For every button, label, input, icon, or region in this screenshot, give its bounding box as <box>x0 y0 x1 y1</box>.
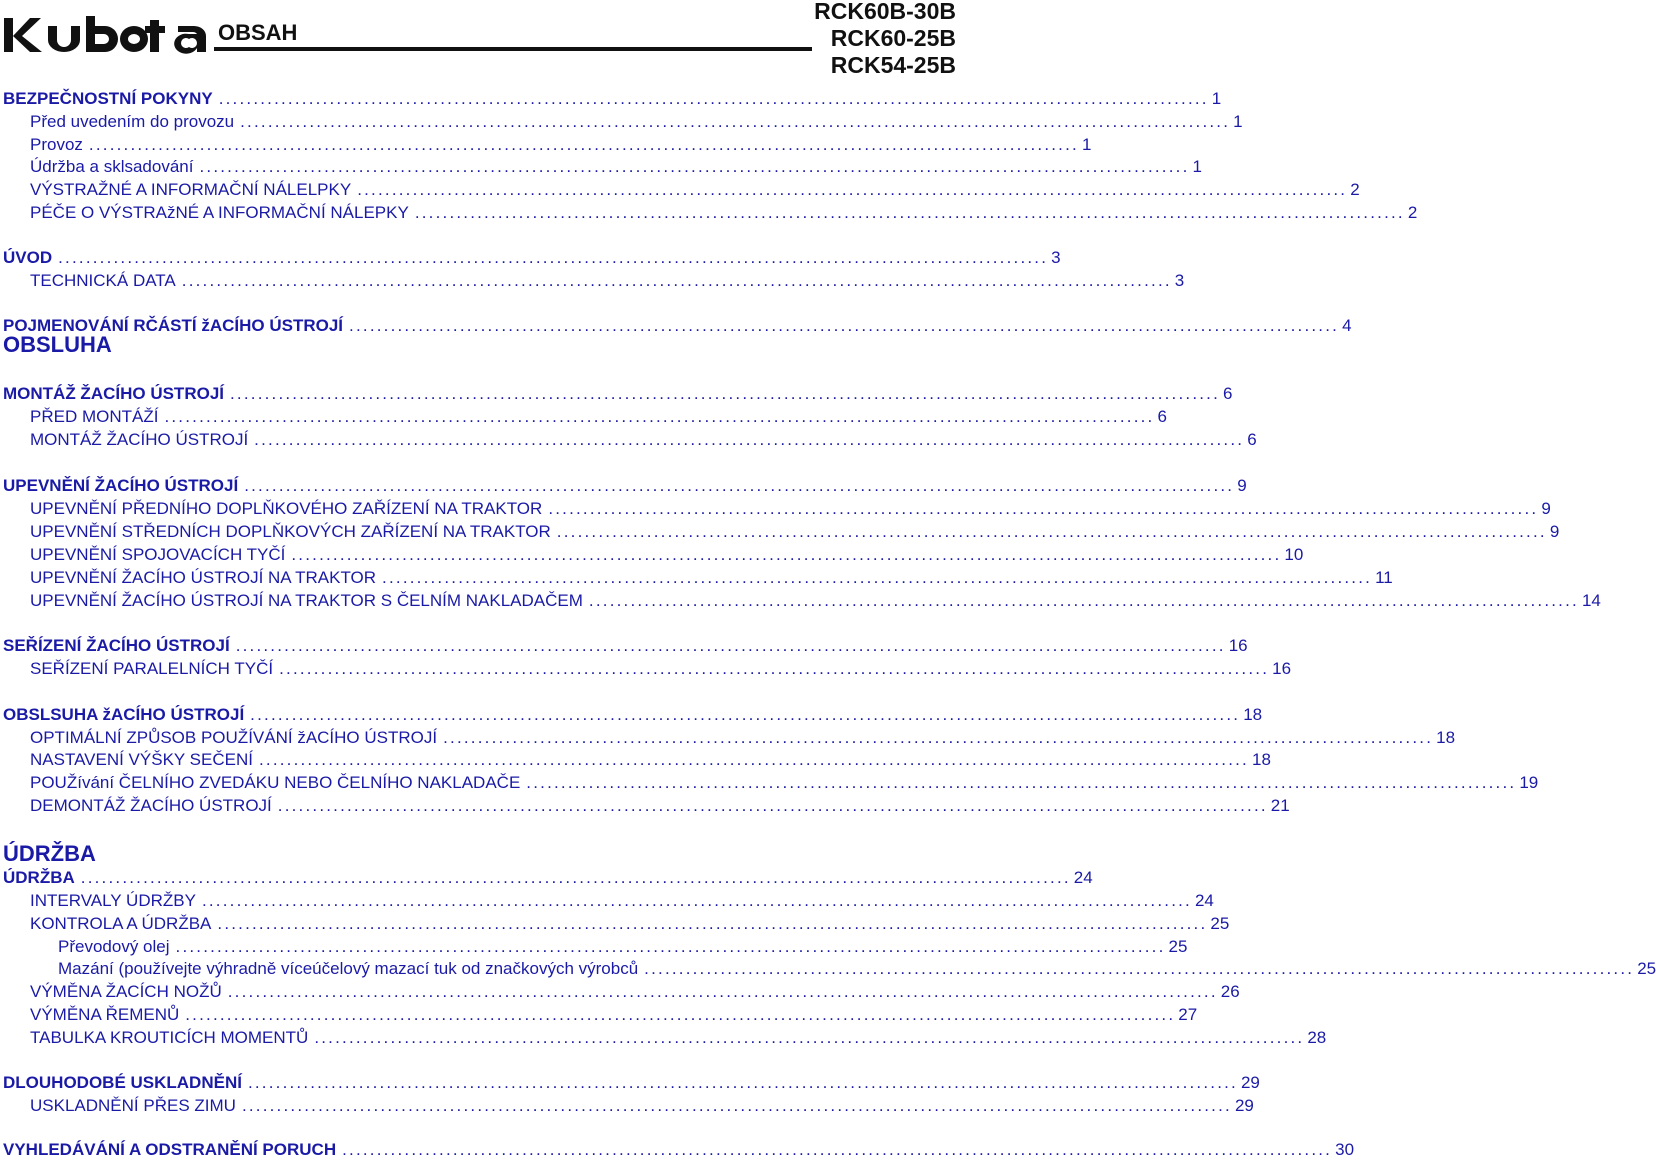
toc-entry-upevneni[interactable]: UPEVNĚNÍ ŽACÍHO ÚSTROJÍ ............................................................................................................................................... 9 <box>3 476 1247 495</box>
section-heading-udrzba: ÚDRŽBA <box>3 841 96 866</box>
toc-entry-nastaveni-vysky[interactable]: NASTAVENÍ VÝŠKY SEČENÍ ............................................................................................................................................... 18 <box>30 750 1271 769</box>
toc-entry-uskladneni-zima[interactable]: USKLADNĚNÍ PŘES ZIMU ............................................................................................................................................... 29 <box>30 1096 1254 1115</box>
toc-entry-vystrazne-nalepky[interactable]: VÝSTRAŽNÉ A INFORMAČNÍ NÁLELPKY ............................................................................................................................................... 2 <box>30 180 1360 199</box>
toc-entry-pred-uvedenim[interactable]: Před uvedením do provozu ............................................................................................................................................... 1 <box>30 112 1243 131</box>
toc-entry-upevneni-nakladac[interactable]: UPEVNĚNÍ ŽACÍHO ÚSTROJÍ NA TRAKTOR S ČELNÍM NAKLADAČEM ............................................................................................................................................... 14 <box>30 591 1601 610</box>
toc-entry-tabulka-momentu[interactable]: TABULKA KROUTICÍCH MOMENTŮ ............................................................................................................................................... 28 <box>30 1028 1327 1047</box>
toc-entry-celni-zvedak[interactable]: POUŽívání ČELNÍHO ZVEDÁKU NEBO ČELNÍHO NAKLADAČE ............................................................................................................................................... 19 <box>30 773 1539 792</box>
toc-entry-mazani[interactable]: Mazání (používejte výhradně víceúčelový mazací tuk od značkových výrobců ............................................................................................................................................... 25 <box>58 959 1656 978</box>
toc-entry-montaz[interactable]: MONTÁŽ ŽACÍHO ÚSTROJÍ ............................................................................................................................................... 6 <box>3 384 1233 403</box>
toc-entry-vymena-nozu[interactable]: VÝMĚNA ŽACÍCH NOŽŮ ............................................................................................................................................... 26 <box>30 982 1240 1001</box>
model-list <box>814 0 956 79</box>
model-2: RCK60-25B <box>830 25 956 51</box>
toc-entry-optimalni-zpusob[interactable]: OPTIMÁLNÍ ZPŮSOB POUŽÍVÁNÍ žACÍHO ÚSTROJÍ ............................................................................................................................................... 18 <box>30 728 1456 747</box>
toc-entry-serizeni[interactable]: SEŘÍZENÍ ŽACÍHO ÚSTROJÍ ............................................................................................................................................... 16 <box>3 636 1248 655</box>
toc-entry-demontaz[interactable]: DEMONTÁŽ ŽACÍHO ÚSTROJÍ ............................................................................................................................................... 21 <box>30 796 1290 815</box>
toc-entry-udrzba-skladovani[interactable]: Údržba a sklsadování ............................................................................................................................................... 1 <box>30 157 1202 176</box>
toc-entry-bezpecnostni-pokyny[interactable]: BEZPEČNOSTNÍ POKYNY ............................................................................................................................................... 1 <box>3 89 1222 108</box>
toc-entry-vymena-remenu[interactable]: VÝMĚNA ŘEMENŮ ............................................................................................................................................... 27 <box>30 1005 1198 1024</box>
toc-entry-dlouhodobe-uskladneni[interactable]: DLOUHODOBÉ USKLADNĚNÍ ............................................................................................................................................... 29 <box>3 1073 1260 1092</box>
toc-entry-upevneni-tyci[interactable]: UPEVNĚNÍ SPOJOVACÍCH TYČÍ ............................................................................................................................................... 10 <box>30 545 1304 564</box>
kubota-logo <box>2 8 210 61</box>
toc-entry-uvod[interactable]: ÚVOD ............................................................................................................................................... 3 <box>3 248 1061 267</box>
model-1: RCK60B-30B <box>814 0 956 24</box>
toc-entry-vyhledavani-poruch[interactable]: VYHLEDÁVÁNÍ A ODSTRANĚNÍ PORUCH ............................................................................................................................................... 30 <box>3 1140 1355 1159</box>
toc-entry-obsluha[interactable]: OBSLSUHA žACÍHO ÚSTROJÍ ............................................................................................................................................... 18 <box>3 705 1263 724</box>
toc-entry-intervaly-udrzby[interactable]: INTERVALY ÚDRŽBY ............................................................................................................................................... 24 <box>30 891 1214 910</box>
toc-entry-udrzba[interactable]: ÚDRŽBA ............................................................................................................................................... 24 <box>3 868 1093 887</box>
header-rule <box>214 47 812 51</box>
toc-entry-upevneni-na-traktor[interactable]: UPEVNĚNÍ ŽACÍHO ÚSTROJÍ NA TRAKTOR ............................................................................................................................................... 11 <box>30 568 1393 587</box>
toc-entry-upevneni-strednich[interactable]: UPEVNĚNÍ STŘEDNÍCH DOPLŇKOVÝCH ZAŘÍZENÍ NA TRAKTOR ............................................................................................................................................... 9 <box>30 522 1560 541</box>
toc-entry-technicka-data[interactable]: TECHNICKÁ DATA ............................................................................................................................................... 3 <box>30 271 1185 290</box>
toc-entry-pece-o-nalepky[interactable]: PÉČE O VÝSTRAžNÉ A INFORMAČNÍ NÁLEPKY ............................................................................................................................................... 2 <box>30 203 1418 222</box>
toc-entry-provoz[interactable]: Provoz ............................................................................................................................................... 1 <box>30 135 1092 154</box>
toc-entry-serizeni-tyci[interactable]: SEŘÍZENÍ PARALELNÍCH TYČÍ ............................................................................................................................................... 16 <box>30 659 1292 678</box>
section-heading-obsluha: OBSLUHA <box>3 332 112 357</box>
toc-entry-pred-montazi[interactable]: PŘED MONTÁŽÍ ............................................................................................................................................... 6 <box>30 407 1167 426</box>
model-3: RCK54-25B <box>830 52 956 78</box>
toc-entry-kontrola-a-udrzba[interactable]: KONTROLA A ÚDRŽBA ............................................................................................................................................... 25 <box>30 914 1230 933</box>
toc-entry-pojmenovani-casti[interactable]: POJMENOVÁNÍ RČÁSTÍ žACÍHO ÚSTROJÍ ............................................................................................................................................... 4 <box>3 316 1352 335</box>
page-title: OBSAH <box>218 20 298 45</box>
toc-entry-montaz-zaciho[interactable]: MONTÁŽ ŽACÍHO ÚSTROJÍ ............................................................................................................................................... 6 <box>30 430 1257 449</box>
toc-entry-prevodovy-olej[interactable]: Převodový olej ............................................................................................................................................... 25 <box>58 937 1188 956</box>
toc-entry-upevneni-predniho[interactable]: UPEVNĚNÍ PŘEDNÍHO DOPLŇKOVÉHO ZAŘÍZENÍ NA TRAKTOR ............................................................................................................................................... 9 <box>30 499 1551 518</box>
